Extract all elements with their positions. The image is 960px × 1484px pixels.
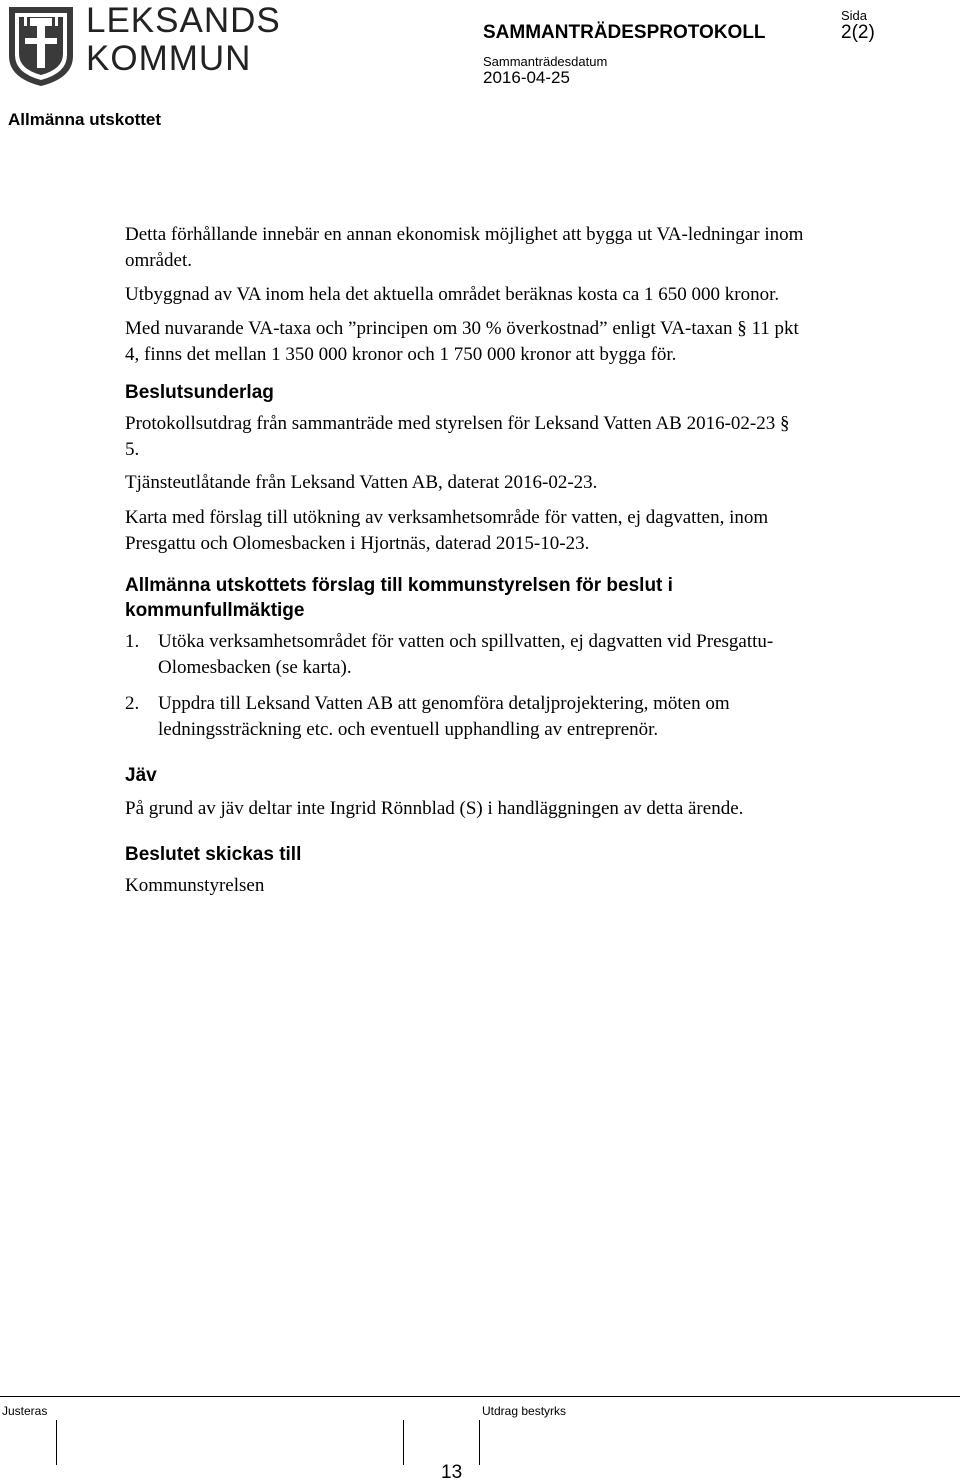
footer-divider	[0, 1396, 960, 1397]
list-item	[125, 629, 805, 681]
paragraph: På grund av jäv deltar inte Ingrid Rönnblad (S) i handläggningen av detta ärende.	[125, 798, 744, 819]
justeras-label: Justeras	[2, 1404, 48, 1418]
list-text: Utöka verksamhetsområdet för vatten och spillvatten, ej dagvatten vid Presgattu-Olomesbacken (se karta).	[158, 631, 774, 678]
section-heading-skickas: Beslutet skickas till	[125, 844, 302, 865]
committee-name: Allmänna utskottet	[8, 110, 162, 129]
page-number: 13	[441, 1462, 463, 1483]
page-label: Sida	[841, 8, 868, 23]
document-title: SAMMANTRÄDESPROTOKOLL	[483, 22, 766, 43]
signature-box-divider	[403, 1420, 404, 1465]
paragraph: Karta med förslag till utökning av verksamhetsområde för vatten, ej dagvatten, inom Presgattu och Olomesbacken i Hjortnäs, daterad 2015-10-23.	[125, 507, 769, 554]
section-heading-forslag: Allmänna utskottets förslag till kommunstyrelsen för beslut i kommunfullmäktige	[125, 575, 673, 621]
signature-box-divider	[479, 1420, 480, 1465]
paragraph: Tjänsteutlåtande från Leksand Vatten AB, daterat 2016-02-23.	[125, 472, 598, 493]
logo-wordmark: LEKSANDS KOMMUN	[86, 1, 281, 78]
meeting-date-label: Sammanträdesdatum	[483, 54, 608, 69]
list-item	[125, 691, 805, 743]
page-indicator: 2(2)	[841, 22, 875, 43]
list-text: Uppdra till Leksand Vatten AB att genomföra detaljprojektering, möten om ledningssträckning etc. och eventuell upphandling av entreprenör.	[158, 693, 730, 740]
document-body	[125, 222, 805, 899]
paragraph: Protokollsutdrag från sammanträde med styrelsen för Leksand Vatten AB 2016-02-23 § 5.	[125, 413, 790, 460]
paragraph: Utbyggnad av VA inom hela det aktuella området beräknas kosta ca 1 650 000 kronor.	[125, 284, 780, 305]
paragraph: Detta förhållande innebär en annan ekonomisk möjlighet att bygga ut VA-ledningar inom området.	[125, 224, 804, 271]
meeting-date: 2016-04-25	[483, 68, 570, 87]
section-heading-jav: Jäv	[125, 765, 157, 786]
list-number: 1.	[125, 631, 140, 652]
utdrag-label: Utdrag bestyrks	[482, 1404, 567, 1418]
coat-of-arms-logo	[6, 4, 76, 88]
list-number: 2.	[125, 693, 140, 714]
signature-box-divider	[56, 1420, 57, 1465]
paragraph: Med nuvarande VA-taxa och ”principen om 30 % överkostnad” enligt VA-taxan § 11 pkt 4, finns det mellan 1 350 000 kronor och 1 750 000 kronor att bygga för.	[125, 318, 799, 365]
section-heading-underlag: Beslutsunderlag	[125, 382, 274, 403]
paragraph: Kommunstyrelsen	[125, 875, 265, 896]
